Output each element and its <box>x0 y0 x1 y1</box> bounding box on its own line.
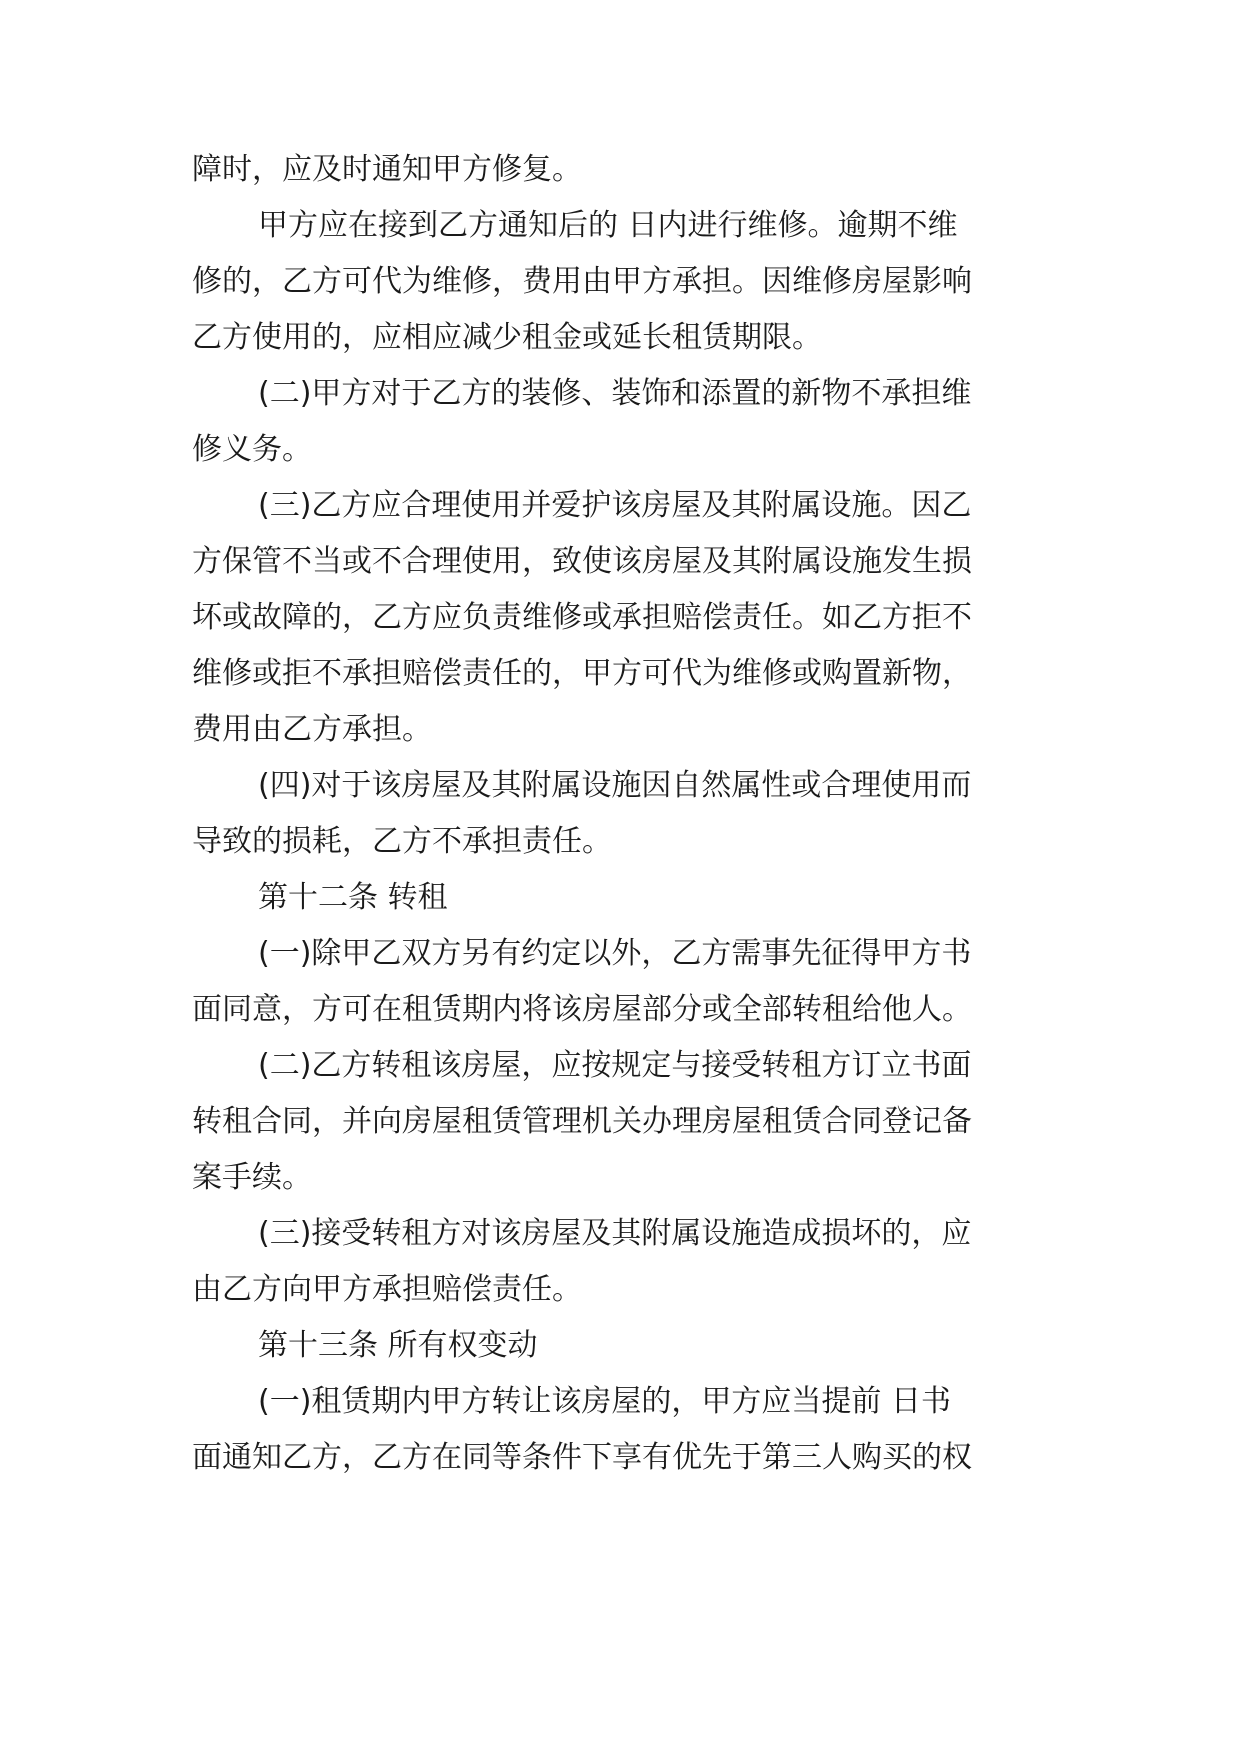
text-line: 由乙方向甲方承担赔偿责任。 <box>192 1272 582 1307</box>
text-line: (三)乙方应合理使用并爱护该房屋及其附属设施。因乙 <box>258 488 972 523</box>
text-line: (一)除甲乙双方另有约定以外，乙方需事先征得甲方书 <box>258 936 972 971</box>
text-line: 修的，乙方可代为维修，费用由甲方承担。因维修房屋影响 <box>192 264 972 299</box>
text-line: 导致的损耗，乙方不承担责任。 <box>192 824 612 859</box>
text-line: 坏或故障的，乙方应负责维修或承担赔偿责任。如乙方拒不 <box>192 600 972 635</box>
text-line: 修义务。 <box>192 432 312 467</box>
text-line: (二)乙方转租该房屋，应按规定与接受转租方订立书面 <box>258 1048 972 1083</box>
text-line: 案手续。 <box>192 1160 312 1195</box>
text-line: (四)对于该房屋及其附属设施因自然属性或合理使用而 <box>258 768 972 803</box>
text-line: 面同意，方可在租赁期内将该房屋部分或全部转租给他人。 <box>192 992 972 1027</box>
text-line: 维修或拒不承担赔偿责任的，甲方可代为维修或购置新物， <box>192 656 972 691</box>
text-line: 甲方应在接到乙方通知后的 日内进行维修。逾期不维 <box>258 208 958 243</box>
text-line: (三)接受转租方对该房屋及其附属设施造成损坏的，应 <box>258 1216 972 1251</box>
text-line: (一)租赁期内甲方转让该房屋的，甲方应当提前 日书 <box>258 1384 951 1419</box>
section-heading: 第十二条 转租 <box>258 880 448 915</box>
text-line: 费用由乙方承担。 <box>192 712 432 747</box>
text-line: 乙方使用的，应相应减少租金或延长租赁期限。 <box>192 320 822 355</box>
text-line: (二)甲方对于乙方的装修、装饰和添置的新物不承担维 <box>258 376 972 411</box>
section-heading: 第十三条 所有权变动 <box>258 1328 538 1363</box>
text-line: 障时，应及时通知甲方修复。 <box>192 152 582 187</box>
text-line: 方保管不当或不合理使用，致使该房屋及其附属设施发生损 <box>192 544 972 579</box>
text-line: 面通知乙方，乙方在同等条件下享有优先于第三人购买的权 <box>192 1440 972 1475</box>
text-line: 转租合同，并向房屋租赁管理机关办理房屋租赁合同登记备 <box>192 1104 972 1139</box>
